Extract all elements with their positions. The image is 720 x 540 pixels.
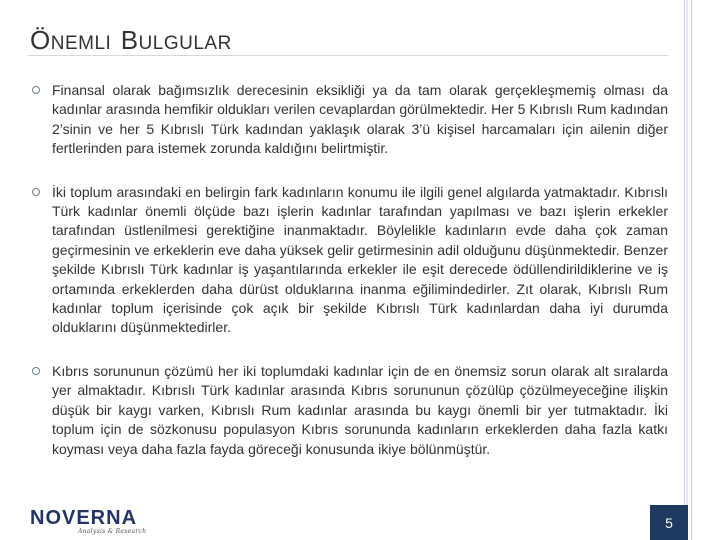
- bullet-circle-icon: [32, 367, 40, 375]
- title-initial-2: B: [120, 25, 139, 55]
- list-item: [32, 183, 668, 338]
- decorative-side-stripes: [684, 0, 692, 540]
- list-item: [32, 362, 668, 459]
- title-divider: [28, 55, 668, 56]
- logo-text: NOVERNA: [30, 507, 138, 529]
- bullet-circle-icon: [32, 86, 40, 94]
- noverna-logo: [30, 508, 150, 538]
- bullet-text: Finansal olarak bağımsızlık derecesinin eksikliği ya da tam olarak gerçekleşmemiş olması da kadınlar arasında hemfikir oldukları verilen cevaplardan görülmektedir. Her 5 Kıbrıslı Rum kadından 2’sinin ve her 5 Kıbrıslı Türk kadından yaklaşık olarak 3’ü kişisel harcamaları için ailenin diğer fertlerinden para istemek zorunda kaldığını belirtmiştir.: [52, 82, 668, 157]
- title-initial: Ö: [30, 25, 51, 55]
- title-word-2: ULGULAR: [138, 33, 232, 54]
- bullet-circle-icon: [32, 188, 40, 196]
- title-word-1: NEMLI: [50, 33, 112, 54]
- logo-subtitle: Analysis & Research: [78, 528, 147, 535]
- bullet-text: İki toplum arasındaki en belirgin fark kadınların konumu ile ilgili genel algılarda yatmaktadır. Kıbrıslı Türk kadınlar önemli ölçüde bazı işlerin kadınlar tarafından yapılması ve bazı işlerin erkekler tarafından üstlenilmesi gerektiğine inanmaktadır. Böylelikle kadınların evde daha çok zaman geçirmesinin ve erkeklerin eve daha yüksek gelir getirmesinin adil olduğunu düşünmektedir. Benzer şekilde Kıbrıslı Türk kadınlar iş yaşantılarında erkekler ile eşit derecede ödüllendirildiklerine ve iş ortamında erkeklerden daha dürüst olduklarına inanma eğilimindedirler. Zıt olarak, Kıbrıslı Rum kadınlar toplum içerisinde çok açık bir şekilde Kıbrıslı Türk kadınlardan daha iyi durumda olduklarını düşünmektedirler.: [52, 183, 668, 336]
- page-number-badge: [650, 505, 688, 540]
- bullet-text: Kıbrıs sorununun çözümü her iki toplumdaki kadınlar için de en önemsiz sorun olarak alt sıralarda yer almaktadır. Kıbrıslı Türk kadınlar arasında Kıbrıs sorununun çözülüp çözülmeyeceğine ilişkin düşük bir kaygı varken, Kıbrıslı Rum kadınlar arasında bu kaygı önemli bir yer tutmaktadır. İki toplum için de sözkonusu populasyon Kıbrıs sorununda kadınların erkeklerden daha fazla katkı koyması veya daha fazla fayda göreceği konusunda ikiye bölünmüştür.: [52, 362, 668, 457]
- list-item: [32, 81, 668, 159]
- findings-list: [32, 81, 668, 459]
- slide-title: [30, 20, 232, 57]
- page-number: 5: [665, 514, 673, 531]
